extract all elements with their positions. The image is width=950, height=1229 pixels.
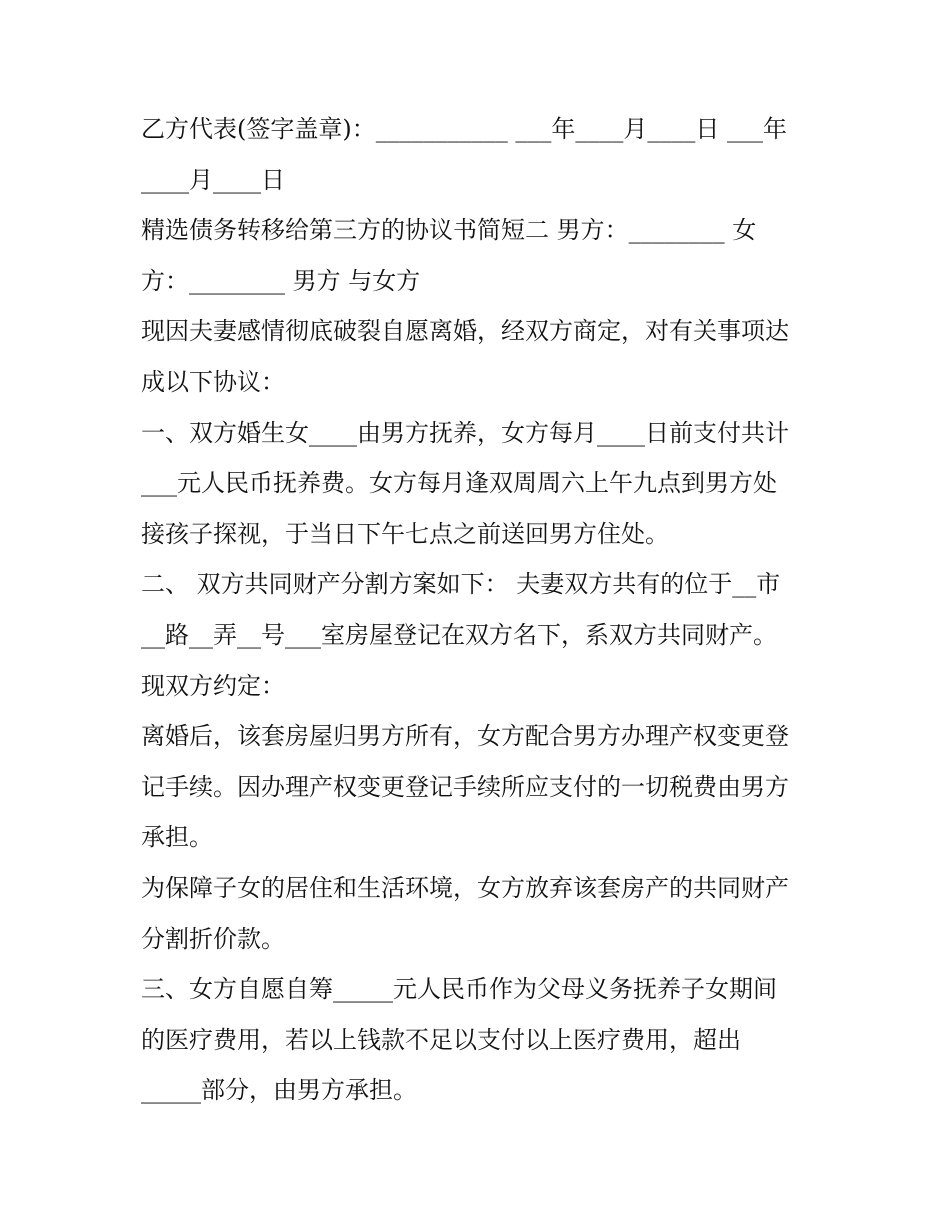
clause-2-line: 记手续。因办理产权变更登记手续所应支付的一切税费由男方: [141, 772, 789, 801]
clause-2-line: 离婚后，该套房屋归男方所有，女方配合男方办理产权变更登: [141, 722, 789, 751]
parties-line: 方：________ 男方 与女方: [141, 266, 421, 295]
clause-3-line: 三、女方自愿自筹_____元人民币作为父母义务抚养子女期间: [141, 975, 777, 1004]
agreement-title-line: 精选债务转移给第三方的协议书简短二 男方：________ 女: [141, 216, 757, 245]
clause-3-line: 的医疗费用，若以上钱款不足以支付以上医疗费用，超出: [141, 1025, 741, 1054]
clause-3-line: _____部分，由男方承担。: [141, 1076, 417, 1105]
preamble-line: 成以下协议：: [141, 367, 285, 396]
preamble-line: 现因夫妻感情彻底破裂自愿离婚，经双方商定，对有关事项达: [141, 317, 789, 346]
clause-1-line: 一、双方婚生女____由男方抚养，女方每月____日前支付共计: [141, 418, 789, 447]
signature-line-party-b: 乙方代表(签字盖章)：___________ ___年____月____日 ___年: [141, 115, 787, 143]
signature-date-line: ____月____日: [141, 165, 285, 194]
clause-2-line: 分割折价款。: [141, 924, 285, 953]
clause-1-line: ___元人民币抚养费。女方每月逢双周周六上午九点到男方处: [141, 469, 777, 498]
document-body: [141, 104, 821, 1116]
clause-2-line: 承担。: [141, 823, 213, 852]
clause-2-line: 现双方约定：: [141, 671, 285, 700]
clause-2-line: 为保障子女的居住和生活环境，女方放弃该套房产的共同财产: [141, 873, 789, 902]
clause-2-line: __路__弄__号___室房屋登记在双方名下，系双方共同财产。: [141, 620, 777, 649]
clause-2-line: 二、 双方共同财产分割方案如下： 夫妻双方共有的位于__市: [141, 570, 781, 599]
clause-1-line: 接孩子探视，于当日下午七点之前送回男方住处。: [141, 519, 669, 548]
